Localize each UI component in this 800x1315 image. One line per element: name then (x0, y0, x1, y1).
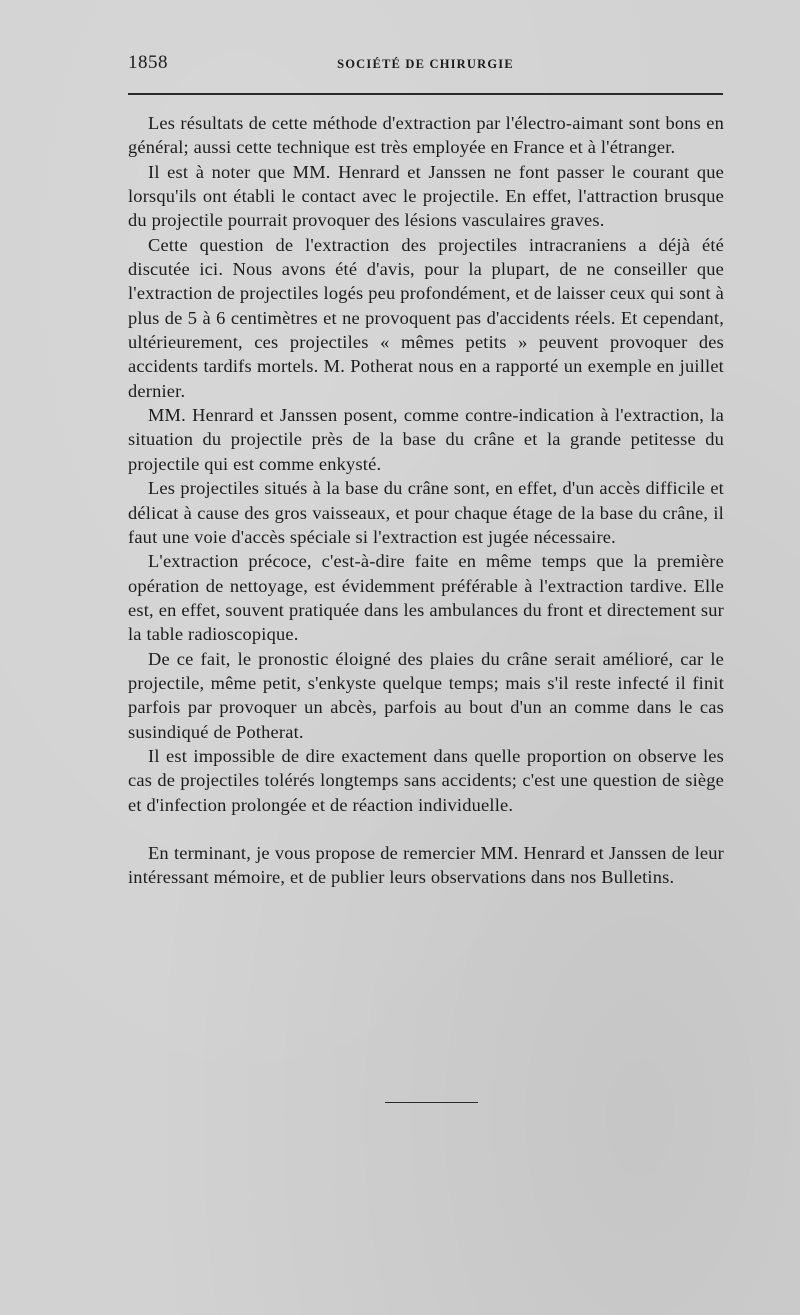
end-rule (385, 1102, 478, 1103)
paragraph: Les résultats de cette méthode d'extraction par l'électro-aimant sont bons en général; aussi cette technique est très employée en France et à l'étranger. (128, 113, 724, 158)
running-head (128, 52, 723, 74)
paragraph: Il est impossible de dire exactement dans quelle proportion on observe les cas de projectiles tolérés longtemps sans accidents; c'est une question de siège et d'infection prolongée et de réaction individuelle. (128, 745, 724, 815)
paragraph: De ce fait, le pronostic éloigné des plaies du crâne serait amélioré, car le projectile, même petit, s'enkyste quelque temps; mais s'il reste infecté il finit parfois par provoquer un abcès, parfois au bout d'un an comme dans le cas susindiqué de Potherat. (128, 648, 724, 742)
closing-paragraph: En terminant, je vous propose de remercier MM. Henrard et Janssen de leur intéressant mémoire, et de publier leurs observations dans nos Bulletins. (128, 842, 724, 888)
paragraph: Les projectiles situés à la base du crâne sont, en effet, d'un accès difficile et délicat à cause des gros vaisseaux, et pour chaque étage de la base du crâne, il faut une voie d'accès spéciale si l'extraction est jugée nécessaire. (128, 478, 724, 547)
paragraph: Cette question de l'extraction des projectiles intracraniens a déjà été discutée ici. Nous avons été d'avis, pour la plupart, de ne conseiller que l'extraction de projectiles logés peu profondément, et de laisser ceux qui sont à plus de 5 à 6 centimètres et ne provoquent pas d'accidents réels. Et cependant, ultérieurement, ces projectiles « mêmes petits » peuvent provoquer des accidents tardifs mortels. M. Potherat nous en a rapporté un exemple en juillet dernier. (128, 234, 724, 401)
paragraph: Il est à noter que MM. Henrard et Janssen ne font passer le courant que lorsqu'ils ont établi le contact avec le projectile. En effet, l'attraction brusque du projectile pourrait provoquer des lésions vasculaires graves. (128, 161, 724, 231)
header-rule (128, 93, 723, 95)
paragraph: L'extraction précoce, c'est-à-dire faite en même temps que la première opération de nettoyage, est évidemment préférable à l'extraction tardive. Elle est, en effet, souvent pratiquée dans les ambulances du front et directement sur la table radioscopique. (128, 551, 724, 645)
paragraph: MM. Henrard et Janssen posent, comme contre-indication à l'extraction, la situation du projectile près de la base du crâne et la grande petitesse du projectile qui est comme enkysté. (128, 405, 724, 474)
body-text (128, 111, 724, 890)
journal-title: SOCIÉTÉ DE CHIRURGIE (337, 57, 514, 71)
page-number: 1858 (128, 52, 168, 73)
